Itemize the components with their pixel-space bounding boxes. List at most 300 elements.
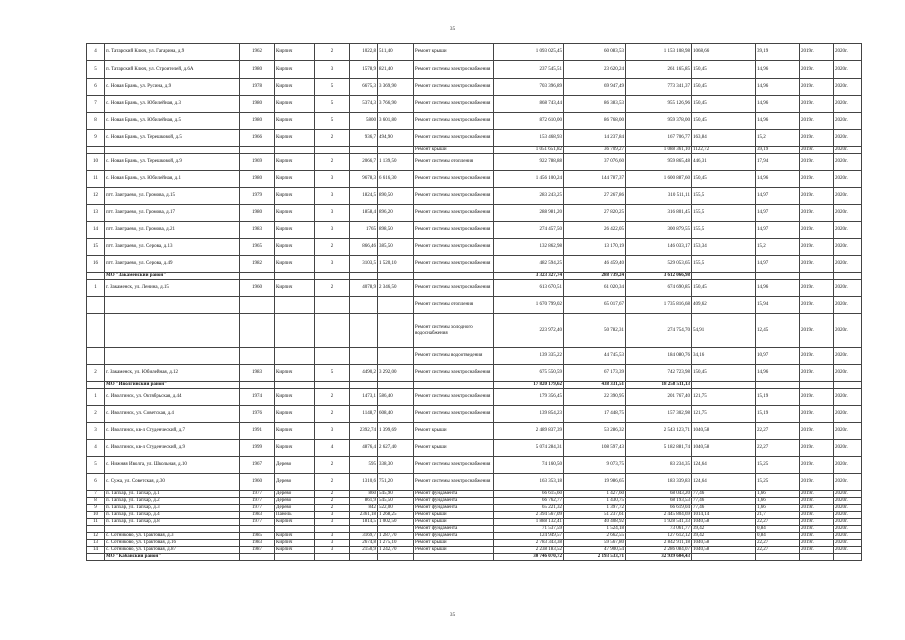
cell-unit-cost-owner: 21,7 <box>756 512 800 519</box>
cell-floors: 2 <box>315 406 350 423</box>
table-row <box>87 365 862 382</box>
cell-unit-cost: 39,42 <box>692 533 756 540</box>
cell-cost-total: 68 043,20 <box>626 491 692 498</box>
cell-wall-material: Кирпич <box>275 280 315 297</box>
cell-unit-cost: 39,42 <box>692 526 756 533</box>
cell-total-area: 860 <box>350 491 378 498</box>
cell-unit-cost-owner: 15,25 <box>756 457 800 474</box>
cell-work-type: Ремонт системы холодного водоснабжения <box>414 314 494 348</box>
table-row <box>87 474 862 491</box>
cell-unit-cost-owner: 15,19 <box>756 406 800 423</box>
cell-living-area: 751,20 <box>378 474 414 491</box>
cell-wall-material <box>275 297 315 314</box>
cell-work-type: Ремонт системы отопления <box>414 154 494 171</box>
cell-wall-material: Кирпич <box>275 44 315 61</box>
cell-cost-total: 83 234,35 <box>626 457 692 474</box>
cell-living-area: 898,50 <box>378 222 414 239</box>
cell-start-year: 2019г. <box>800 406 834 423</box>
cell-wall-material: Кирпич <box>275 547 315 554</box>
cell-cost-fund: 179 356,45 <box>494 389 564 406</box>
cell-unit-cost-owner: 14,97 <box>756 222 800 239</box>
cell-cost-total: 201 767,40 <box>626 389 692 406</box>
cell-row-number: 9 <box>87 505 105 512</box>
cell-start-year: 2019г. <box>800 188 834 205</box>
cell-floors: 2 <box>315 498 350 505</box>
cell-floors <box>315 526 350 533</box>
cell-unit-cost: 1040,58 <box>692 547 756 554</box>
cell-unit-cost: 34,16 <box>692 348 756 365</box>
cell-wall-material <box>275 554 315 561</box>
cell-cost-total: 1 088 361,10 <box>626 147 692 154</box>
cell-start-year: 2019г. <box>800 526 834 533</box>
cell-total-area: 3103,5 <box>350 256 378 273</box>
cell-unit-cost-owner: 22,27 <box>756 423 800 440</box>
cell-year-built: 1987 <box>240 547 275 554</box>
cell-cost-fund: 71 537,59 <box>494 526 564 533</box>
cell-cost-fund: 2 783 343,38 <box>494 540 564 547</box>
cell-start-year: 2019г. <box>800 533 834 540</box>
cell-unit-cost: 1040,58 <box>692 440 756 457</box>
cell-address <box>105 348 240 365</box>
cell-start-year: 2019г. <box>800 154 834 171</box>
cell-year-built: 1960 <box>240 474 275 491</box>
cell-floors: 2 <box>315 389 350 406</box>
table-row <box>87 423 862 440</box>
cell-total-area: 1578,9 <box>350 61 378 79</box>
cell-address <box>105 526 240 533</box>
cell-total-area: 1473,1 <box>350 389 378 406</box>
cell-living-area <box>378 382 414 389</box>
cell-wall-material: Кирпич <box>275 130 315 147</box>
cell-living-area: 1 520,10 <box>378 256 414 273</box>
cell-cost-fund: 66 762,77 <box>494 498 564 505</box>
cell-cost-owners: 53 286,32 <box>564 423 626 440</box>
cell-floors: 2 <box>315 474 350 491</box>
cell-row-number: 10 <box>87 512 105 519</box>
cell-row-number: 12 <box>87 188 105 205</box>
cell-year-built: 1991 <box>240 423 275 440</box>
cell-wall-material: Дерево <box>275 498 315 505</box>
cell-end-year: 2020г. <box>834 498 862 505</box>
cell-row-number <box>87 147 105 154</box>
cell-start-year: 2019г. <box>800 205 834 222</box>
cell-cost-owners: 59 567,80 <box>564 540 626 547</box>
cell-year-built: 1960 <box>240 280 275 297</box>
cell-living-area: 586,40 <box>378 389 414 406</box>
cell-cost-total: 773 341,37 <box>626 79 692 96</box>
cell-cost-owners: 26 422,05 <box>564 222 626 239</box>
cell-cost-fund: 922 788,88 <box>494 154 564 171</box>
table-row <box>87 154 862 171</box>
cell-unit-cost: 155,5 <box>692 205 756 222</box>
cell-living-area <box>378 314 414 348</box>
cell-address: с. Новая Брань, ул. Юбилейная, д.5 <box>105 113 240 130</box>
cell-year-built: 1978 <box>240 79 275 96</box>
cell-cost-total: 2 445 804,69 <box>626 512 692 519</box>
cell-unit-cost: 155,5 <box>692 222 756 239</box>
cell-cost-owners: 27 267,86 <box>564 188 626 205</box>
cell-cost-owners: 47 900,54 <box>564 547 626 554</box>
cell-end-year: 2020г. <box>834 512 862 519</box>
cell-living-area: 2 627,40 <box>378 440 414 457</box>
cell-unit-cost <box>692 382 756 389</box>
cell-cost-total: 959 865,48 <box>626 154 692 171</box>
cell-work-type: Ремонт системы электроснабжения <box>414 130 494 147</box>
cell-end-year: 2020г. <box>834 154 862 171</box>
cell-address: с. Новая Брань, ул. Юбилейная, д.1 <box>105 171 240 188</box>
cell-end-year: 2020г. <box>834 256 862 273</box>
cell-start-year: 2019г. <box>800 314 834 348</box>
cell-living-area: 1 242,70 <box>378 547 414 554</box>
cell-address: пгт. Заиграево, ул. Серова, д.49 <box>105 256 240 273</box>
cell-wall-material <box>275 526 315 533</box>
cell-living-area: 3 369,90 <box>378 79 414 96</box>
cell-work-type: Ремонт системы водоотведения <box>414 348 494 365</box>
cell-year-built: 1980 <box>240 61 275 79</box>
cell-floors <box>315 147 350 154</box>
cell-living-area: 385,50 <box>378 239 414 256</box>
cell-year-built: 1977 <box>240 491 275 498</box>
cell-end-year: 2020г. <box>834 519 862 526</box>
cell-address: пгт. Заиграево, ул. Громова, д.17 <box>105 205 240 222</box>
cell-cost-owners: 46 459,40 <box>564 256 626 273</box>
cell-end-year: 2020г. <box>834 96 862 113</box>
cell-cost-fund: 872 610,00 <box>494 113 564 130</box>
cell-living-area: 3 766,90 <box>378 96 414 113</box>
cell-cost-total: 274 754,70 <box>626 314 692 348</box>
cell-work-type: Ремонт фундамента <box>414 498 494 505</box>
cell-total-area: 9678,3 <box>350 171 378 188</box>
cell-year-built: 1962 <box>240 44 275 61</box>
cell-work-type: Ремонт системы электроснабжения <box>414 61 494 79</box>
cell-total-area: 1858,4 <box>350 205 378 222</box>
cell-address: с. Новая Брань, ул. Юбилейная, д.3 <box>105 96 240 113</box>
cell-cost-total: 261 165,85 <box>626 61 692 79</box>
cell-year-built: 1979 <box>240 188 275 205</box>
cell-row-number: 1 <box>87 389 105 406</box>
table-row <box>87 188 862 205</box>
cell-wall-material: Дерево <box>275 491 315 498</box>
cell-row-number: 7 <box>87 491 105 498</box>
cell-end-year: 2020г. <box>834 457 862 474</box>
cell-end-year: 2020г. <box>834 533 862 540</box>
cell-row-number: 10 <box>87 154 105 171</box>
cell-row-number <box>87 526 105 533</box>
cell-start-year: 2019г. <box>800 505 834 512</box>
cell-end-year: 2020г. <box>834 314 862 348</box>
cell-cost-total: 1 600 887,60 <box>626 171 692 188</box>
cell-address: с. Новая Брань, ул. Терешковой, д.9 <box>105 154 240 171</box>
table-row <box>87 256 862 273</box>
cell-work-type: Ремонт системы электроснабжения <box>414 96 494 113</box>
table-row <box>87 526 862 533</box>
cell-cost-total: 3 612 066,98 <box>626 273 692 280</box>
cell-year-built: 1983 <box>240 365 275 382</box>
cell-end-year: 2020г. <box>834 440 862 457</box>
cell-end-year: 2020г. <box>834 79 862 96</box>
cell-cost-total: 183 339,83 <box>626 474 692 491</box>
cell-row-number: 13 <box>87 540 105 547</box>
cell-cost-fund: 65 221,32 <box>494 505 564 512</box>
cell-total-area: 4078,9 <box>350 280 378 297</box>
cell-cost-fund: 283 243,25 <box>494 188 564 205</box>
cell-year-built <box>240 297 275 314</box>
cell-end-year: 2020г. <box>834 547 862 554</box>
cell-living-area: 1 139,50 <box>378 154 414 171</box>
cell-row-number <box>87 314 105 348</box>
cell-floors: 3 <box>315 533 350 540</box>
cell-start-year <box>800 554 834 561</box>
cell-floors: 3 <box>315 540 350 547</box>
cell-cost-fund: 703 396,89 <box>494 79 564 96</box>
cell-address: с. Нижняя Иволга, ул. Школьная, д.10 <box>105 457 240 474</box>
table-row <box>87 533 862 540</box>
cell-floors: 3 <box>315 423 350 440</box>
cell-address: г. Закаменск, ул. Ленина, д.15 <box>105 280 240 297</box>
cell-address: с. Новая Брань, ул. Терешковой, д.5 <box>105 130 240 147</box>
cell-unit-cost: 1040,58 <box>692 519 756 526</box>
cell-cost-owners: 22 390,95 <box>564 389 626 406</box>
cell-end-year: 2020г. <box>834 526 862 533</box>
cell-start-year: 2019г. <box>800 44 834 61</box>
cell-work-type: Ремонт фундамента <box>414 491 494 498</box>
cell-total-area: 5800 <box>350 113 378 130</box>
cell-row-number: 14 <box>87 222 105 239</box>
cell-cost-total: 2 543 123,71 <box>626 423 692 440</box>
cell-end-year: 2020г. <box>834 239 862 256</box>
cell-living-area: 821,40 <box>378 61 414 79</box>
cell-living-area: 511,40 <box>378 44 414 61</box>
cell-floors: 5 <box>315 79 350 96</box>
cell-unit-cost-owner: 14,96 <box>756 113 800 130</box>
table-row <box>87 79 862 96</box>
cell-row-number: 3 <box>87 423 105 440</box>
cell-floors: 2 <box>315 130 350 147</box>
cell-work-type: Ремонт системы электроснабжения <box>414 222 494 239</box>
cell-total-area: 6675,3 <box>350 79 378 96</box>
cell-unit-cost-owner: 14,96 <box>756 365 800 382</box>
cell-floors: 4 <box>315 440 350 457</box>
cell-start-year: 2019г. <box>800 147 834 154</box>
cell-start-year: 2019г. <box>800 130 834 147</box>
cell-address: МО "Закаменский район" <box>105 273 240 280</box>
cell-work-type: Ремонт системы отопления <box>414 297 494 314</box>
cell-living-area <box>378 297 414 314</box>
cell-unit-cost: 1040,58 <box>692 423 756 440</box>
cell-row-number: 6 <box>87 79 105 96</box>
cell-living-area: 545,50 <box>378 498 414 505</box>
cell-address: МО "Иволгинский район" <box>105 382 240 389</box>
cell-unit-cost-owner <box>756 554 800 561</box>
cell-address: п. Татарский Ключ, ул. Строителей, д.6А <box>105 61 240 79</box>
cell-cost-total: 674 690,85 <box>626 280 692 297</box>
table-row <box>87 348 862 365</box>
cell-work-type: Ремонт крыши <box>414 540 494 547</box>
cell-start-year: 2019г. <box>800 512 834 519</box>
table-row <box>87 512 862 519</box>
cell-work-type: Ремонт системы электроснабжения <box>414 457 494 474</box>
cell-living-area: 1 268,25 <box>378 512 414 519</box>
cell-cost-fund: 274 457,50 <box>494 222 564 239</box>
cell-cost-fund: 163 353,18 <box>494 474 564 491</box>
cell-floors <box>315 314 350 348</box>
cell-year-built: 1969 <box>240 154 275 171</box>
cell-unit-cost-owner: 0,84 <box>756 533 800 540</box>
cell-wall-material: Кирпич <box>275 440 315 457</box>
cell-work-type <box>414 382 494 389</box>
cell-row-number: 1 <box>87 280 105 297</box>
cell-floors: 5 <box>315 96 350 113</box>
cell-cost-owners: 61 020,34 <box>564 280 626 297</box>
cell-cost-total: 1 928 541,33 <box>626 519 692 526</box>
cell-wall-material: Кирпич <box>275 205 315 222</box>
cell-total-area <box>350 382 378 389</box>
cell-unit-cost: 150,45 <box>692 171 756 188</box>
cell-cost-fund: 2 238 183,52 <box>494 547 564 554</box>
cell-cost-total: 300 879,55 <box>626 222 692 239</box>
cell-address: с. Иволгинск, кв-л Студенческий, д.9 <box>105 440 240 457</box>
cell-work-type: Ремонт крыши <box>414 440 494 457</box>
cell-unit-cost: 153,34 <box>692 239 756 256</box>
cell-unit-cost-owner: 17,94 <box>756 154 800 171</box>
cell-unit-cost: 77,46 <box>692 491 756 498</box>
cell-year-built: 1983 <box>240 512 275 519</box>
cell-work-type: Ремонт крыши <box>414 512 494 519</box>
cell-row-number: 13 <box>87 205 105 222</box>
cell-year-built: 1980 <box>240 171 275 188</box>
cell-cost-total: 316 801,45 <box>626 205 692 222</box>
table-row <box>87 491 862 498</box>
cell-unit-cost-owner: 22,27 <box>756 547 800 554</box>
cell-cost-total: 2 286 084,07 <box>626 547 692 554</box>
cell-unit-cost-owner: 1,66 <box>756 498 800 505</box>
cell-cost-fund: 124 949,57 <box>494 533 564 540</box>
cell-cost-fund: 139 335,22 <box>494 348 564 365</box>
cell-cost-fund: 2 489 837,39 <box>494 423 564 440</box>
cell-wall-material: Кирпич <box>275 423 315 440</box>
cell-start-year <box>800 382 834 389</box>
cell-wall-material: Кирпич <box>275 533 315 540</box>
cell-year-built: 1983 <box>240 540 275 547</box>
cell-cost-owners: 27 820,25 <box>564 205 626 222</box>
cell-work-type: Ремонт системы электроснабжения <box>414 256 494 273</box>
cell-row-number: 6 <box>87 474 105 491</box>
cell-cost-total: 157 302,98 <box>626 406 692 423</box>
cell-wall-material <box>275 147 315 154</box>
cell-work-type: Ремонт системы электроснабжения <box>414 79 494 96</box>
cell-cost-fund: 5 074 284,31 <box>494 440 564 457</box>
cell-unit-cost <box>692 554 756 561</box>
cell-total-area: 842 <box>350 505 378 512</box>
cell-unit-cost-owner: 22,27 <box>756 440 800 457</box>
cell-cost-owners: 13 170,19 <box>564 239 626 256</box>
table-row <box>87 222 862 239</box>
cell-cost-owners: 65 017,67 <box>564 297 626 314</box>
cell-end-year: 2020г. <box>834 130 862 147</box>
cell-address: п. Тапхар, ул. Тапхар, д.3 <box>105 505 240 512</box>
table-row <box>87 389 862 406</box>
cell-cost-owners: 44 745,53 <box>564 348 626 365</box>
cell-start-year: 2019г. <box>800 297 834 314</box>
cell-cost-owners: 69 947,49 <box>564 79 626 96</box>
cell-unit-cost-owner: 12,45 <box>756 314 800 348</box>
cell-cost-owners: 19 986,65 <box>564 474 626 491</box>
cell-address: с. Новая Брань, ул. Русина, д.9 <box>105 79 240 96</box>
cell-year-built <box>240 273 275 280</box>
cell-total-area <box>350 273 378 280</box>
cell-start-year: 2019г. <box>800 547 834 554</box>
cell-living-area: 1 002,50 <box>378 519 414 526</box>
cell-cost-fund: 675 550,59 <box>494 365 564 382</box>
cell-year-built: 1982 <box>240 256 275 273</box>
page-number-bottom: 35 <box>449 612 456 618</box>
cell-living-area <box>378 147 414 154</box>
cell-cost-owners: 51 237,61 <box>564 512 626 519</box>
cell-start-year: 2019г. <box>800 540 834 547</box>
table-row <box>87 547 862 554</box>
cell-cost-fund: 1 670 799,02 <box>494 297 564 314</box>
cell-cost-owners: 1 430,75 <box>564 498 626 505</box>
cell-unit-cost: 409,62 <box>692 297 756 314</box>
cell-address: п. Татарский Ключ, ул. Гагарина, д.9 <box>105 44 240 61</box>
cell-start-year: 2019г. <box>800 96 834 113</box>
cell-living-area: 1 275,10 <box>378 540 414 547</box>
cell-cost-fund: 482 594,25 <box>494 256 564 273</box>
cell-year-built <box>240 382 275 389</box>
cell-end-year: 2020г. <box>834 491 862 498</box>
cell-unit-cost <box>692 273 756 280</box>
cell-living-area: 608,40 <box>378 406 414 423</box>
cell-end-year: 2020г. <box>834 406 862 423</box>
cell-floors: 2 <box>315 280 350 297</box>
cell-floors: 3 <box>315 547 350 554</box>
cell-work-type: Ремонт крыши <box>414 44 494 61</box>
cell-total-area: 2392,74 <box>350 423 378 440</box>
cell-row-number <box>87 273 105 280</box>
cell-row-number <box>87 554 105 561</box>
cell-cost-fund: 237 545,51 <box>494 61 564 79</box>
cell-end-year: 2020г. <box>834 505 862 512</box>
cell-start-year: 2019г. <box>800 113 834 130</box>
cell-cost-total: 529 053,65 <box>626 256 692 273</box>
cell-start-year: 2019г. <box>800 519 834 526</box>
cell-floors: 3 <box>315 171 350 188</box>
cell-unit-cost-owner: 14,96 <box>756 96 800 113</box>
cell-address: с. Сужа, ул. Советская, д.30 <box>105 474 240 491</box>
cell-unit-cost-owner: 1,66 <box>756 505 800 512</box>
cell-total-area: 1814,5 <box>350 519 378 526</box>
cell-year-built: 1977 <box>240 498 275 505</box>
cell-end-year: 2020г. <box>834 297 862 314</box>
cell-wall-material: Кирпич <box>275 188 315 205</box>
cell-unit-cost: 124,64 <box>692 457 756 474</box>
cell-start-year: 2019г. <box>800 423 834 440</box>
cell-end-year <box>834 382 862 389</box>
cell-cost-total: 184 080,76 <box>626 348 692 365</box>
cell-row-number: 12 <box>87 533 105 540</box>
cell-living-area: 3 601,80 <box>378 113 414 130</box>
cell-living-area: 896,20 <box>378 205 414 222</box>
cell-floors: 5 <box>315 113 350 130</box>
cell-year-built: 1974 <box>240 389 275 406</box>
cell-unit-cost: 1068,66 <box>692 44 756 61</box>
cell-unit-cost: 1040,58 <box>692 540 756 547</box>
cell-address: с. Сотниково, ул. Трактовая, д.87 <box>105 547 240 554</box>
cell-floors <box>315 554 350 561</box>
cell-cost-total: 310 511,11 <box>626 188 692 205</box>
cell-unit-cost-owner: 15,2 <box>756 130 800 147</box>
cell-cost-fund: 74 160,50 <box>494 457 564 474</box>
